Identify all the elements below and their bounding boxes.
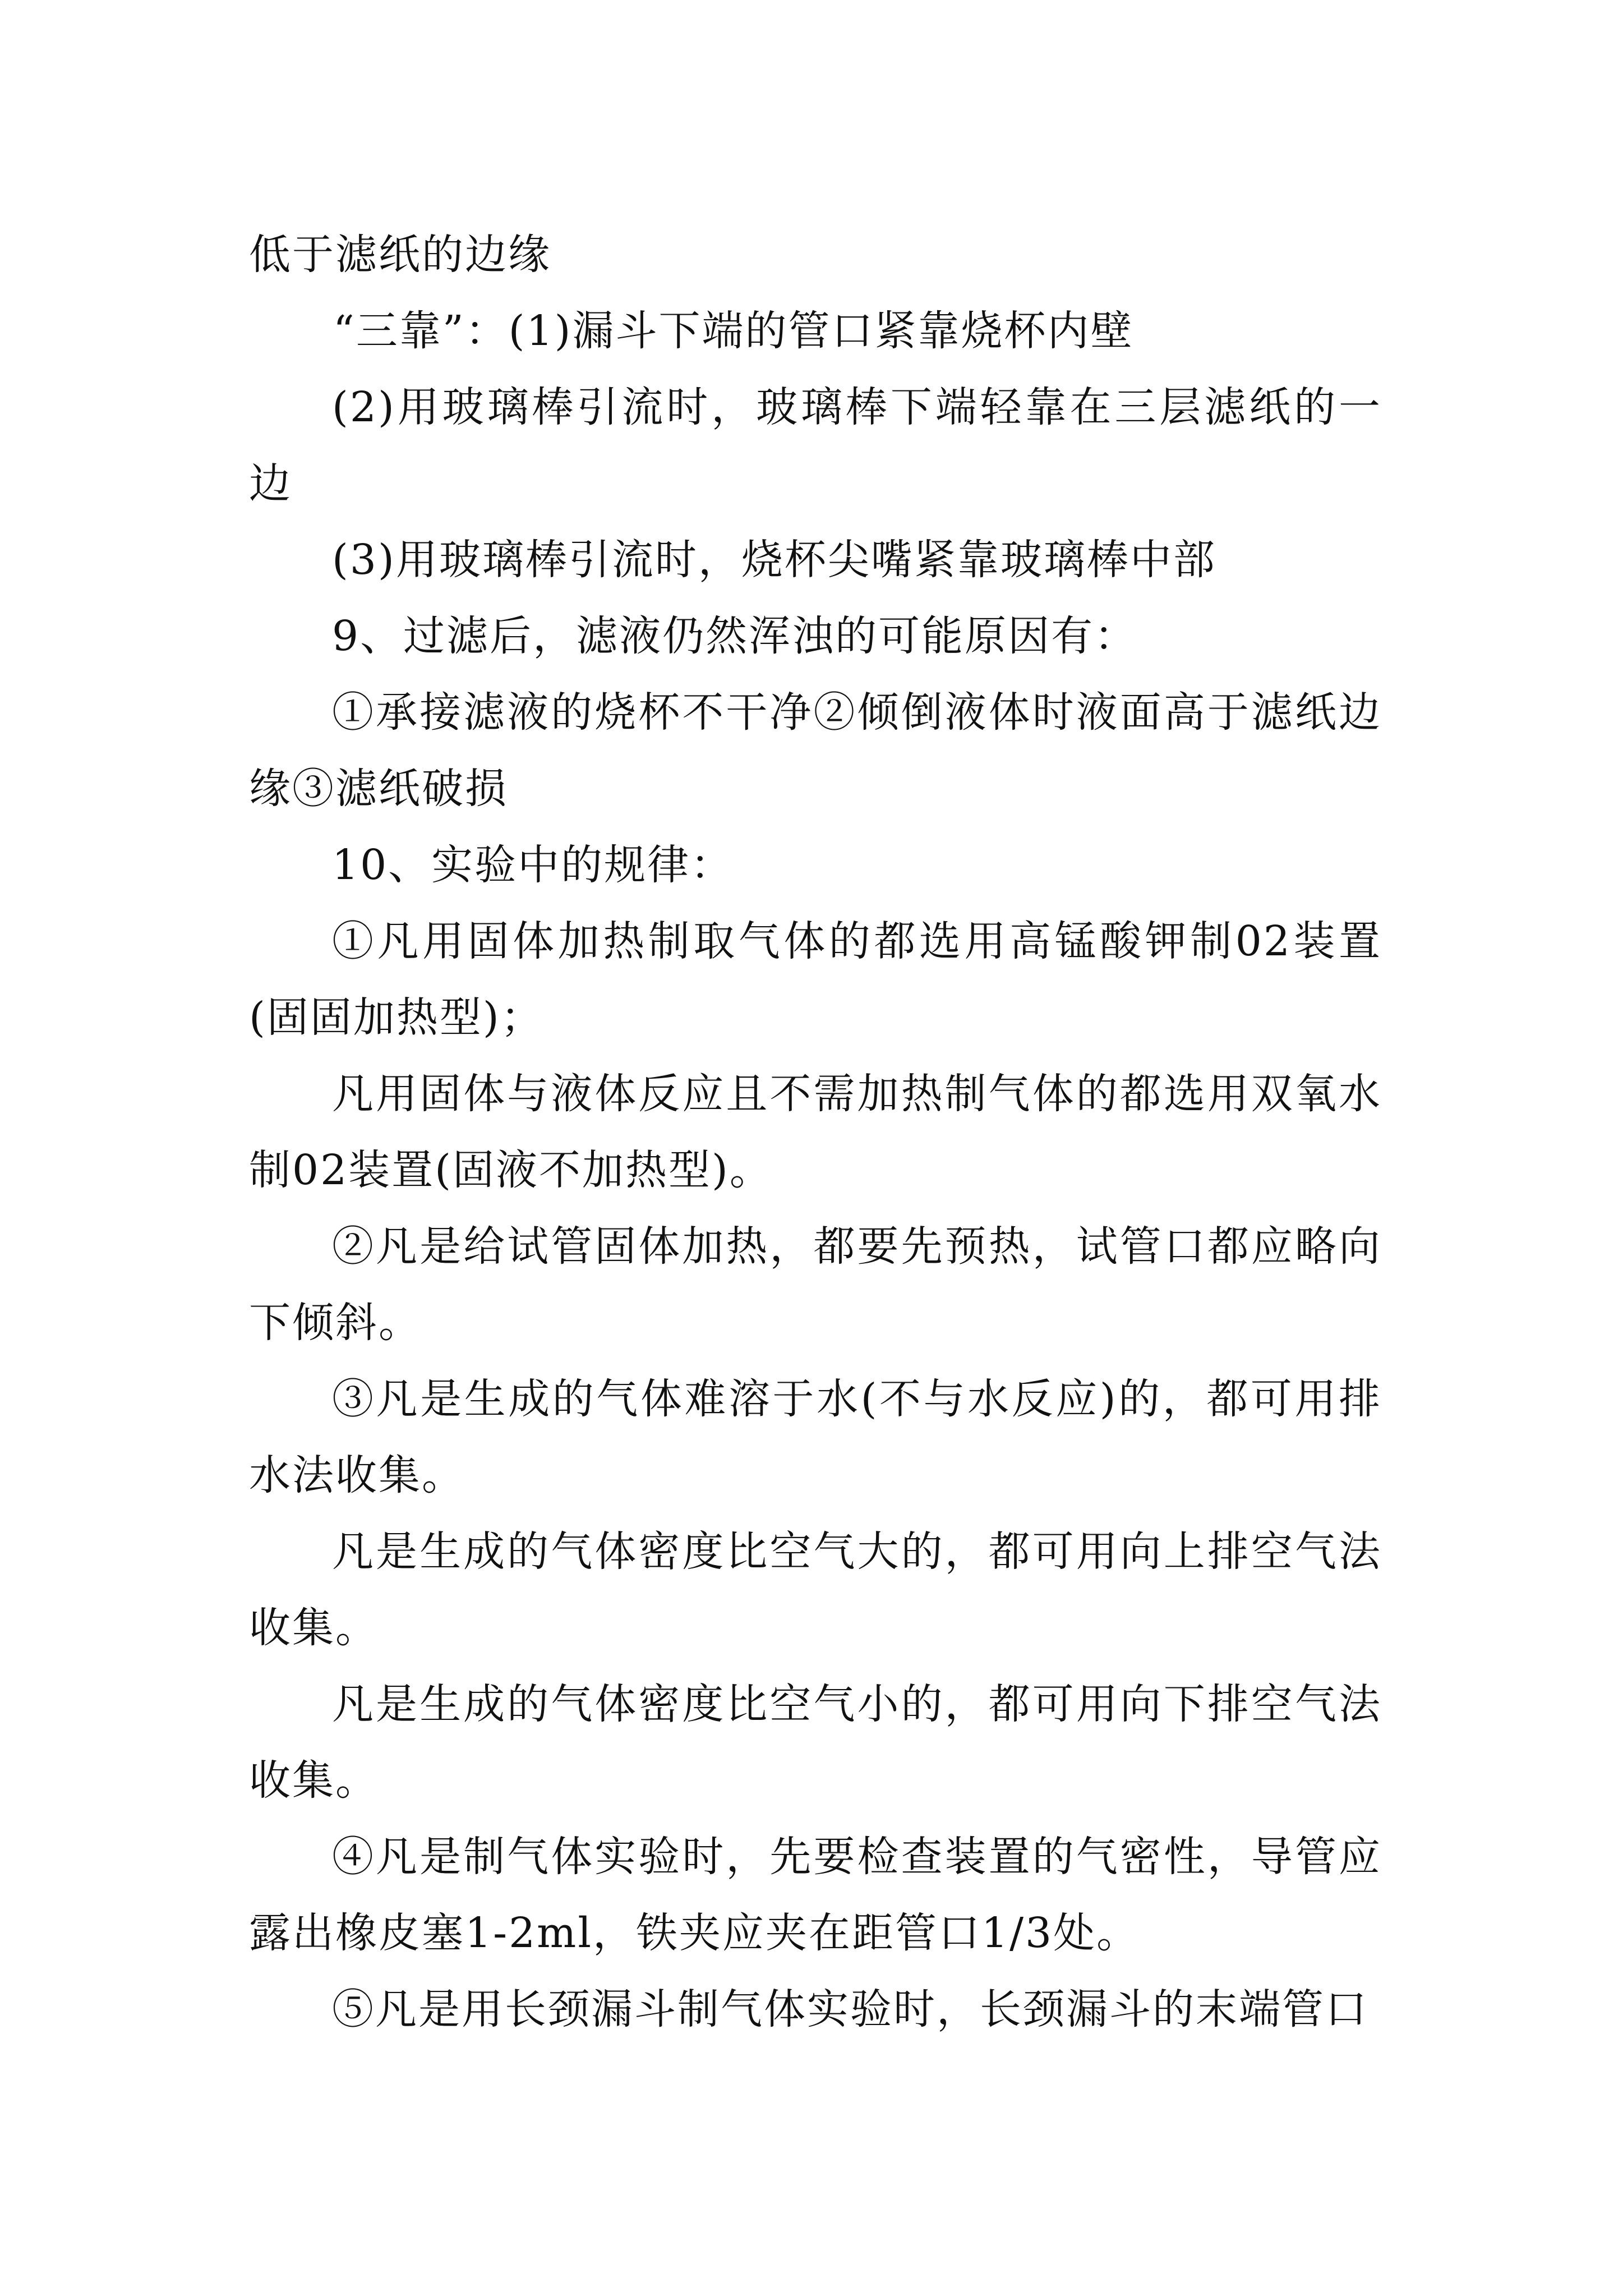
paragraph: ①凡用固体加热制取气体的都选用高锰酸钾制02装置(固固加热型)； (249, 917, 1382, 1042)
paragraph: 低于滤纸的边缘 (249, 231, 551, 279)
paragraph: 凡是生成的气体密度比空气小的，都可用向下排空气法收集。 (249, 1680, 1382, 1805)
paragraph: 凡用固体与液体反应且不需加热制气体的都选用双氧水制02装置(固液不加热型)。 (249, 1070, 1382, 1194)
paragraph: “三靠”：(1)漏斗下端的管口紧靠烧杯内壁 (333, 307, 1134, 355)
paragraph: 10、实验中的规律： (332, 841, 734, 889)
paragraph: ④凡是制气体实验时，先要检查装置的气密性，导管应露出橡皮塞1-2ml，铁夹应夹在距管口1/3处。 (249, 1833, 1382, 1957)
paragraph: 9、过滤后，滤液仍然浑浊的可能原因有： (332, 612, 1138, 660)
paragraph: ⑤凡是用长颈漏斗制气体实验时，长颈漏斗的末端管口 (332, 1985, 1368, 2033)
document-body (249, 217, 1382, 2047)
paragraph: ①承接滤液的烧杯不干净②倾倒液体时液面高于滤纸边缘③滤纸破损 (249, 688, 1382, 813)
paragraph: (3)用玻璃棒引流时，烧杯尖嘴紧靠玻璃棒中部 (332, 536, 1216, 584)
paragraph: 凡是生成的气体密度比空气大的，都可用向上排空气法收集。 (249, 1527, 1382, 1652)
paragraph: ③凡是生成的气体难溶于水(不与水反应)的，都可用排水法收集。 (249, 1375, 1382, 1499)
paragraph: ②凡是给试管固体加热，都要先预热，试管口都应略向下倾斜。 (249, 1222, 1382, 1347)
paragraph: (2)用玻璃棒引流时，玻璃棒下端轻靠在三层滤纸的一边 (249, 383, 1382, 508)
